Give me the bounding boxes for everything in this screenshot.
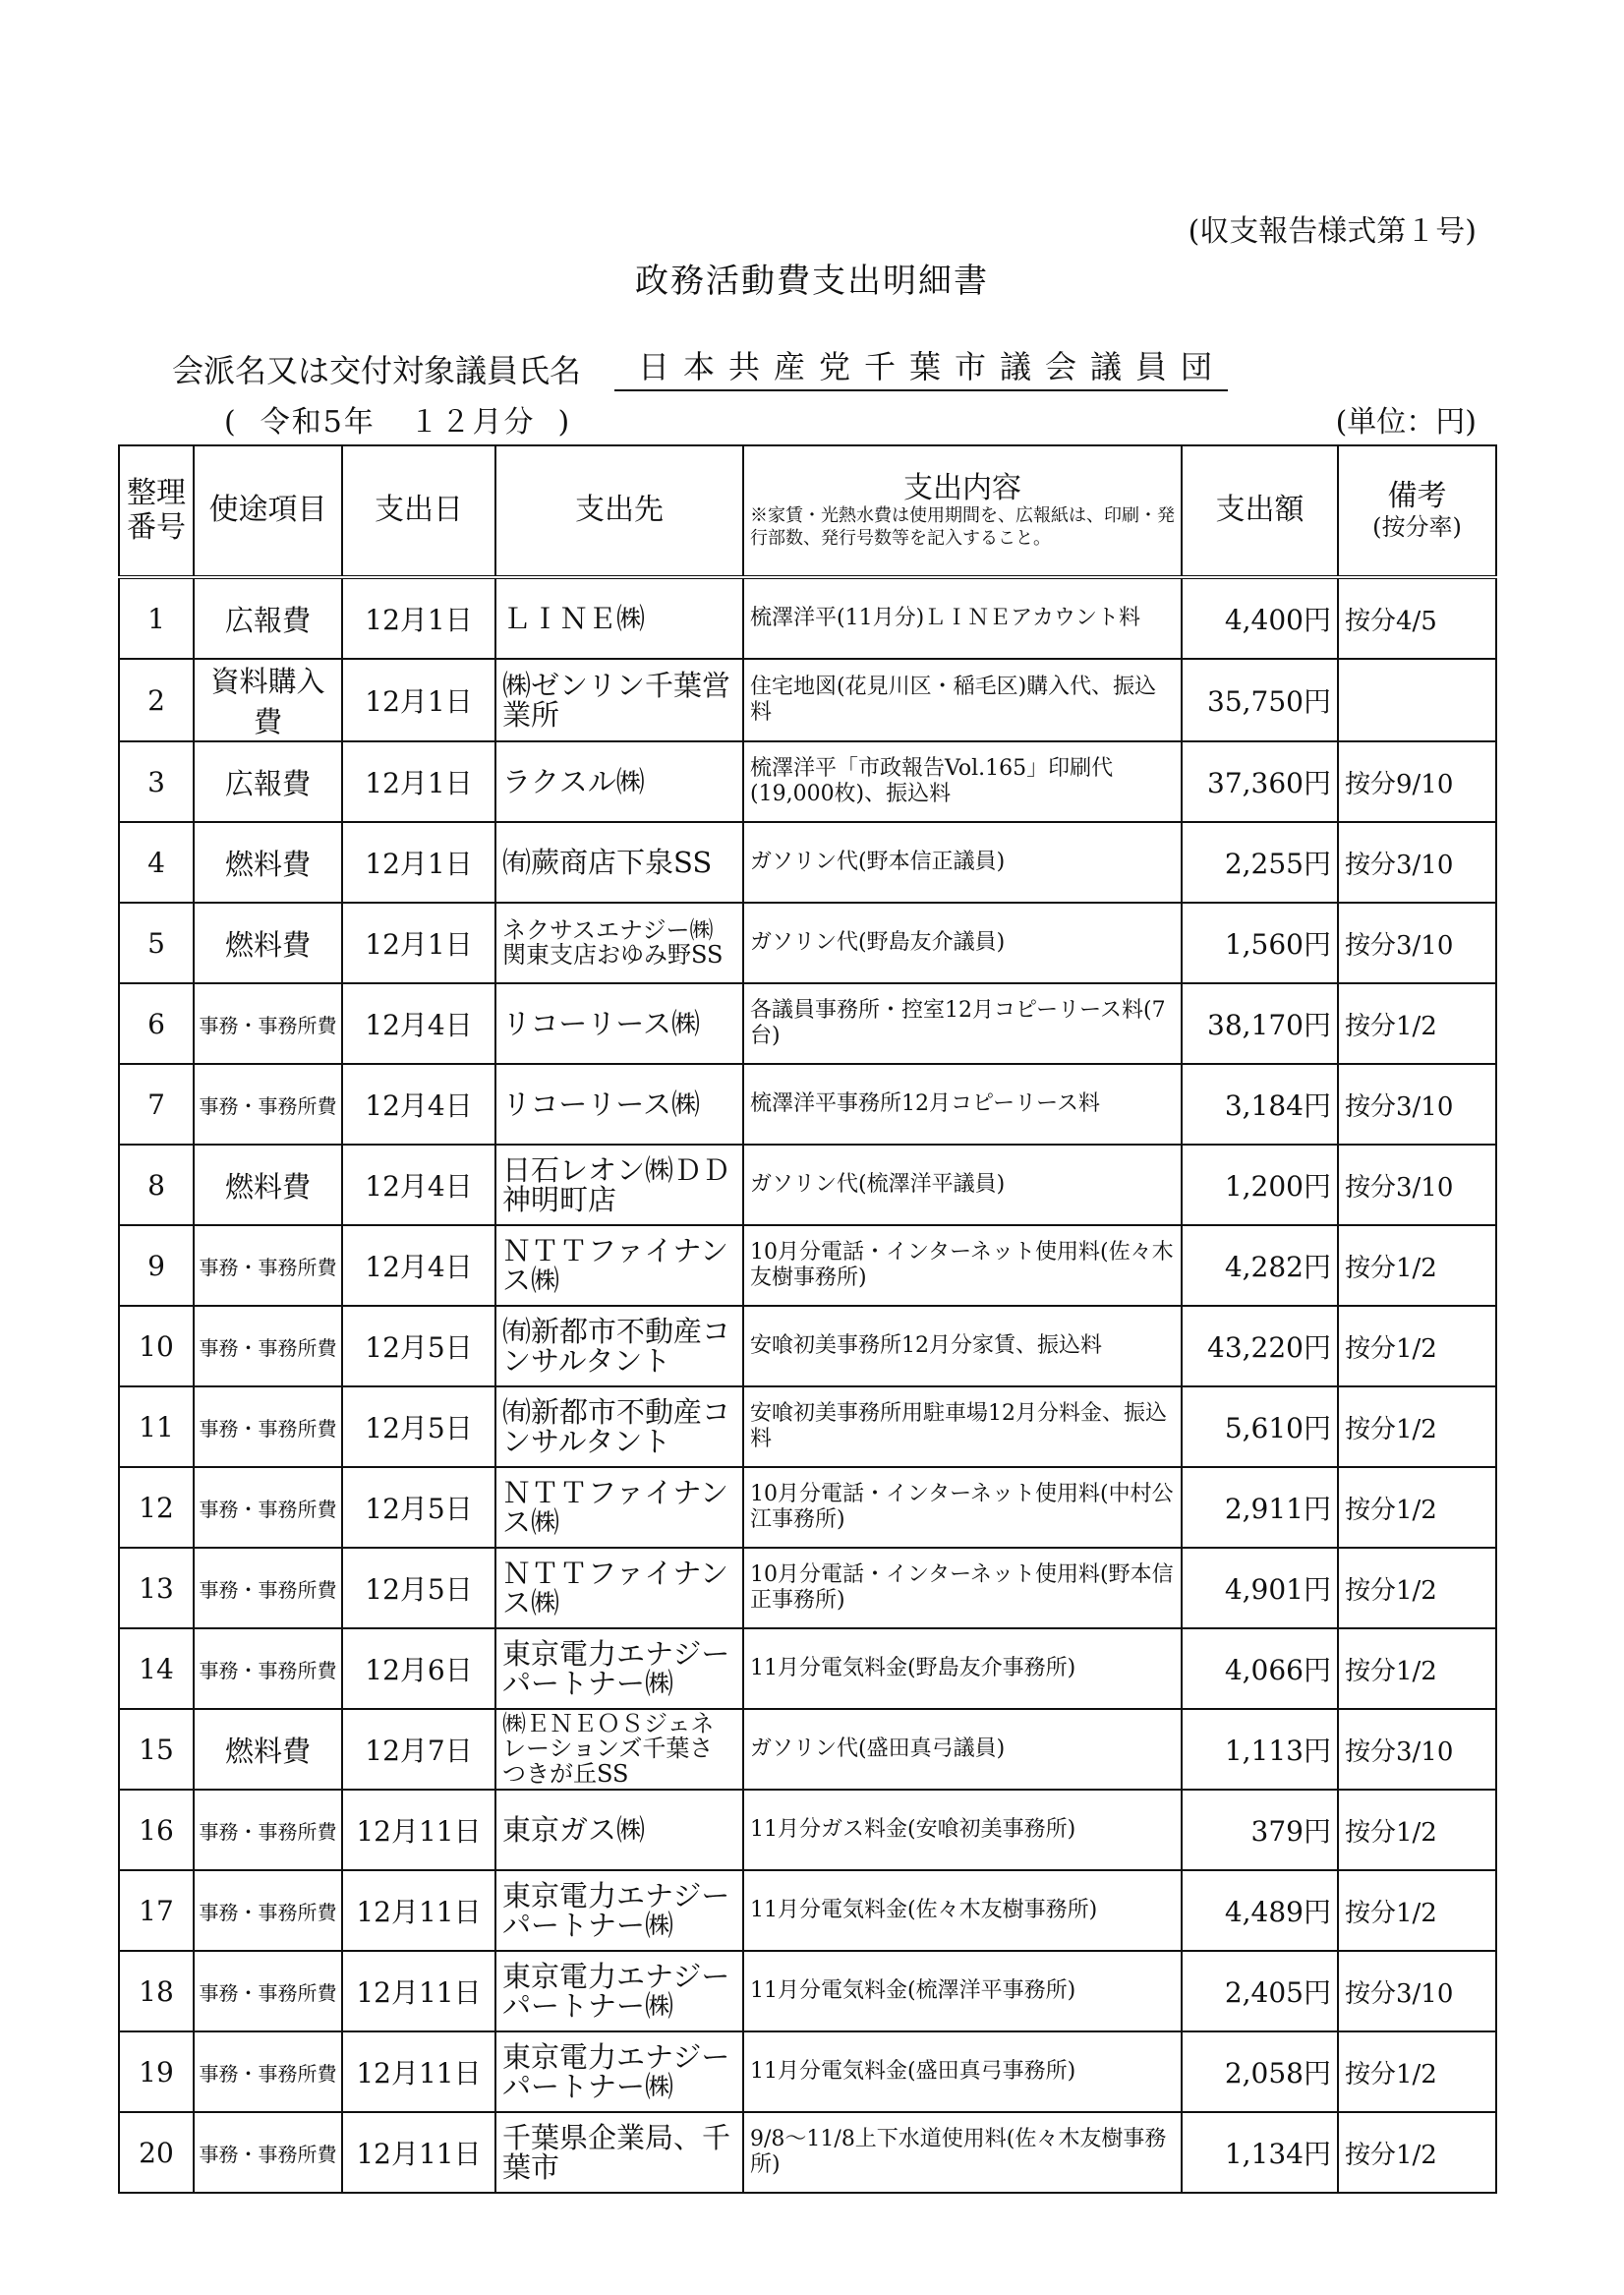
table-row [119, 1225, 1496, 1306]
row-category: 資料購入費 [194, 659, 342, 741]
row-date: 12月1日 [342, 659, 495, 741]
row-category: 事務・事務所費 [194, 2112, 342, 2193]
row-number: 1 [119, 577, 194, 659]
row-payee: 千葉県企業局、千葉市 [495, 2112, 743, 2193]
header-remarks-label: 備考 [1387, 479, 1447, 514]
row-detail: 梳澤洋平「市政報告Vol.165」印刷代(19,000枚)、振込料 [743, 741, 1182, 822]
unit-label: (単位：円) [1335, 405, 1477, 440]
table-row [119, 741, 1496, 822]
row-category: 事務・事務所費 [194, 1870, 342, 1951]
row-detail: 梳澤洋平事務所12月コピーリース料 [743, 1064, 1182, 1145]
row-amount: 43,220円 [1182, 1306, 1338, 1386]
row-category: 燃料費 [194, 1709, 342, 1790]
row-date: 12月11日 [342, 1790, 495, 1870]
header-payee: 支出先 [495, 445, 743, 577]
row-detail: ガソリン代(野本信正議員) [743, 822, 1182, 903]
row-amount: 1,200円 [1182, 1145, 1338, 1225]
row-amount: 4,400円 [1182, 577, 1338, 659]
row-amount: 379円 [1182, 1790, 1338, 1870]
row-date: 12月4日 [342, 1064, 495, 1145]
row-payee: 日石レオン㈱ＤＤ神明町店 [495, 1145, 743, 1225]
row-number: 8 [119, 1145, 194, 1225]
row-payee: 東京電力エナジーパートナー㈱ [495, 1628, 743, 1709]
row-amount: 35,750円 [1182, 659, 1338, 741]
row-payee: ㈱ＥＮＥＯＳジェネレーションズ千葉さつきが丘SS [495, 1709, 743, 1790]
row-payee: ラクスル㈱ [495, 741, 743, 822]
report-period: ( 令和5年 １２月分 ) [224, 405, 572, 440]
table-row [119, 1951, 1496, 2031]
row-category: 事務・事務所費 [194, 1386, 342, 1467]
group-name: 日本共産党千葉市議会議員団 [614, 342, 1228, 391]
header-date: 支出日 [342, 445, 495, 577]
row-detail: ガソリン代(野島友介議員) [743, 903, 1182, 983]
table-row [119, 1145, 1496, 1225]
row-payee: ＮＴＴファイナンス㈱ [495, 1225, 743, 1306]
row-number: 9 [119, 1225, 194, 1306]
row-number: 11 [119, 1386, 194, 1467]
header-no: 整理番号 [119, 445, 194, 577]
row-amount: 1,113円 [1182, 1709, 1338, 1790]
row-date: 12月5日 [342, 1386, 495, 1467]
row-remarks: 按分1/2 [1338, 1467, 1496, 1548]
row-category: 燃料費 [194, 903, 342, 983]
row-detail: 9/8～11/8上下水道使用料(佐々木友樹事務所) [743, 2112, 1182, 2193]
row-remarks: 按分1/2 [1338, 1790, 1496, 1870]
row-category: 広報費 [194, 577, 342, 659]
row-detail: 10月分電話・インターネット使用料(中村公江事務所) [743, 1467, 1182, 1548]
row-date: 12月7日 [342, 1709, 495, 1790]
row-number: 4 [119, 822, 194, 903]
row-payee: ㈱ゼンリン千葉営業所 [495, 659, 743, 741]
row-number: 17 [119, 1870, 194, 1951]
row-detail: 安喰初美事務所12月分家賃、振込料 [743, 1306, 1182, 1386]
row-detail: 11月分ガス料金(安喰初美事務所) [743, 1790, 1182, 1870]
table-row [119, 1467, 1496, 1548]
row-payee: ネクサスエナジー㈱関東支店おゆみ野SS [495, 903, 743, 983]
header-detail-label: 支出内容 [903, 470, 1021, 505]
row-detail: 11月分電気料金(佐々木友樹事務所) [743, 1870, 1182, 1951]
row-date: 12月1日 [342, 741, 495, 822]
table-row [119, 1548, 1496, 1628]
row-payee: リコーリース㈱ [495, 1064, 743, 1145]
row-number: 19 [119, 2031, 194, 2112]
row-detail: 10月分電話・インターネット使用料(野本信正事務所) [743, 1548, 1182, 1628]
table-row [119, 1628, 1496, 1709]
row-amount: 5,610円 [1182, 1386, 1338, 1467]
row-number: 13 [119, 1548, 194, 1628]
row-detail: ガソリン代(梳澤洋平議員) [743, 1145, 1182, 1225]
row-amount: 4,901円 [1182, 1548, 1338, 1628]
row-category: 事務・事務所費 [194, 1548, 342, 1628]
header-category: 使途項目 [194, 445, 342, 577]
header-detail-note: ※家賃・光熱水費は使用期間を、広報紙は、印刷・発行部数、発行号数等を記入すること。 [750, 505, 1175, 549]
row-category: 事務・事務所費 [194, 1064, 342, 1145]
table-row [119, 1386, 1496, 1467]
row-remarks: 按分3/10 [1338, 822, 1496, 903]
row-remarks: 按分9/10 [1338, 741, 1496, 822]
row-number: 5 [119, 903, 194, 983]
row-detail: 11月分電気料金(盛田真弓事務所) [743, 2031, 1182, 2112]
row-detail: 各議員事務所・控室12月コピーリース料(7台) [743, 983, 1182, 1064]
row-category: 事務・事務所費 [194, 1306, 342, 1386]
row-remarks: 按分1/2 [1338, 1386, 1496, 1467]
row-remarks: 按分3/10 [1338, 1709, 1496, 1790]
row-category: 事務・事務所費 [194, 1628, 342, 1709]
row-number: 15 [119, 1709, 194, 1790]
row-payee: 東京ガス㈱ [495, 1790, 743, 1870]
row-remarks: 按分4/5 [1338, 577, 1496, 659]
row-payee: リコーリース㈱ [495, 983, 743, 1064]
row-remarks: 按分1/2 [1338, 1548, 1496, 1628]
row-detail: ガソリン代(盛田真弓議員) [743, 1709, 1182, 1790]
row-amount: 38,170円 [1182, 983, 1338, 1064]
table-row [119, 659, 1496, 741]
table-row [119, 903, 1496, 983]
table-row [119, 822, 1496, 903]
row-amount: 1,134円 [1182, 2112, 1338, 2193]
row-remarks: 按分1/2 [1338, 983, 1496, 1064]
row-amount: 4,066円 [1182, 1628, 1338, 1709]
header-remarks [1338, 445, 1496, 577]
row-category: 事務・事務所費 [194, 1951, 342, 2031]
row-number: 7 [119, 1064, 194, 1145]
row-number: 6 [119, 983, 194, 1064]
form-number: (収支報告様式第１号) [1188, 214, 1477, 249]
row-date: 12月11日 [342, 2112, 495, 2193]
group-label: 会派名又は交付対象議員氏名 [172, 352, 582, 389]
row-remarks: 按分1/2 [1338, 1306, 1496, 1386]
row-category: 事務・事務所費 [194, 1790, 342, 1870]
row-remarks: 按分1/2 [1338, 1628, 1496, 1709]
row-payee: 東京電力エナジーパートナー㈱ [495, 2031, 743, 2112]
table-row [119, 2031, 1496, 2112]
table-row [119, 1790, 1496, 1870]
row-number: 12 [119, 1467, 194, 1548]
row-remarks: 按分3/10 [1338, 1064, 1496, 1145]
row-number: 20 [119, 2112, 194, 2193]
row-remarks: 按分1/2 [1338, 1870, 1496, 1951]
row-detail: 安喰初美事務所用駐車場12月分料金、振込料 [743, 1386, 1182, 1467]
row-date: 12月11日 [342, 1870, 495, 1951]
table-header-row [119, 445, 1496, 577]
row-detail: 梳澤洋平(11月分)ＬＩＮＥアカウント料 [743, 577, 1182, 659]
row-payee: ＬＩＮＥ㈱ [495, 577, 743, 659]
row-remarks: 按分3/10 [1338, 903, 1496, 983]
row-number: 14 [119, 1628, 194, 1709]
row-detail: 10月分電話・インターネット使用料(佐々木友樹事務所) [743, 1225, 1182, 1306]
row-category: 燃料費 [194, 1145, 342, 1225]
expense-table [118, 444, 1497, 2194]
row-number: 2 [119, 659, 194, 741]
row-payee: ㈲新都市不動産コンサルタント [495, 1386, 743, 1467]
table-row [119, 2112, 1496, 2193]
document-title: 政務活動費支出明細書 [635, 262, 989, 301]
row-payee: 東京電力エナジーパートナー㈱ [495, 1870, 743, 1951]
row-date: 12月4日 [342, 1225, 495, 1306]
row-number: 10 [119, 1306, 194, 1386]
row-date: 12月5日 [342, 1548, 495, 1628]
header-amount: 支出額 [1182, 445, 1338, 577]
row-date: 12月4日 [342, 1145, 495, 1225]
row-category: 広報費 [194, 741, 342, 822]
table-row [119, 1064, 1496, 1145]
row-remarks: 按分3/10 [1338, 1951, 1496, 2031]
row-date: 12月5日 [342, 1467, 495, 1548]
row-amount: 4,282円 [1182, 1225, 1338, 1306]
row-category: 事務・事務所費 [194, 1467, 342, 1548]
row-date: 12月11日 [342, 1951, 495, 2031]
row-amount: 2,911円 [1182, 1467, 1338, 1548]
row-category: 燃料費 [194, 822, 342, 903]
row-amount: 2,255円 [1182, 822, 1338, 903]
row-category: 事務・事務所費 [194, 2031, 342, 2112]
row-number: 3 [119, 741, 194, 822]
table-row [119, 1870, 1496, 1951]
row-category: 事務・事務所費 [194, 1225, 342, 1306]
row-amount: 3,184円 [1182, 1064, 1338, 1145]
row-date: 12月11日 [342, 2031, 495, 2112]
row-payee: ㈲新都市不動産コンサルタント [495, 1306, 743, 1386]
row-remarks: 按分1/2 [1338, 2031, 1496, 2112]
table-row [119, 1709, 1496, 1790]
table-row [119, 1306, 1496, 1386]
row-remarks [1338, 659, 1496, 741]
row-payee: 東京電力エナジーパートナー㈱ [495, 1951, 743, 2031]
row-amount: 37,360円 [1182, 741, 1338, 822]
row-date: 12月6日 [342, 1628, 495, 1709]
row-number: 16 [119, 1790, 194, 1870]
row-date: 12月5日 [342, 1306, 495, 1386]
row-amount: 2,405円 [1182, 1951, 1338, 2031]
row-detail: 住宅地図(花見川区・稲毛区)購入代、振込料 [743, 659, 1182, 741]
row-number: 18 [119, 1951, 194, 2031]
row-amount: 1,560円 [1182, 903, 1338, 983]
row-date: 12月1日 [342, 903, 495, 983]
row-category: 事務・事務所費 [194, 983, 342, 1064]
row-date: 12月1日 [342, 577, 495, 659]
header-detail [743, 445, 1182, 577]
row-detail: 11月分電気料金(梳澤洋平事務所) [743, 1951, 1182, 2031]
row-date: 12月4日 [342, 983, 495, 1064]
row-remarks: 按分1/2 [1338, 1225, 1496, 1306]
group-row [172, 342, 1228, 391]
row-amount: 2,058円 [1182, 2031, 1338, 2112]
row-date: 12月1日 [342, 822, 495, 903]
row-payee: ＮＴＴファイナンス㈱ [495, 1548, 743, 1628]
row-payee: ＮＴＴファイナンス㈱ [495, 1467, 743, 1548]
row-payee: ㈲蕨商店下泉SS [495, 822, 743, 903]
row-detail: 11月分電気料金(野島友介事務所) [743, 1628, 1182, 1709]
row-remarks: 按分1/2 [1338, 2112, 1496, 2193]
table-row [119, 577, 1496, 659]
row-remarks: 按分3/10 [1338, 1145, 1496, 1225]
table-row [119, 983, 1496, 1064]
header-remarks-sub: (按分率) [1372, 512, 1462, 541]
row-amount: 4,489円 [1182, 1870, 1338, 1951]
